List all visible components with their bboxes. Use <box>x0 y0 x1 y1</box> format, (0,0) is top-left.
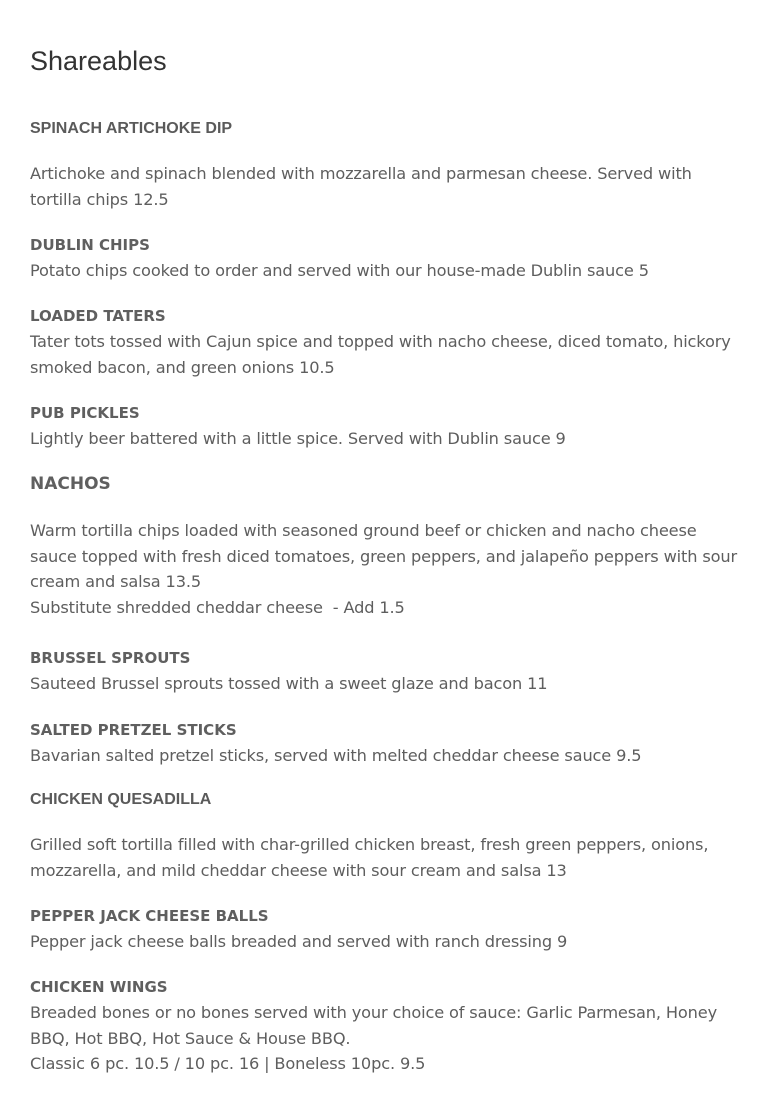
item-description: Pepper jack cheese balls breaded and served with ranch dressing 9 <box>30 932 568 951</box>
item-description: Bavarian salted pretzel sticks, served with melted cheddar cheese sauce 9.5 <box>30 746 642 765</box>
item-name: BRUSSEL SPROUTS <box>30 649 191 667</box>
item-description: Grilled soft tortilla filled with char-grilled chicken breast, fresh green peppers, onions, mozzarella, and mild cheddar cheese with sour cream and salsa 13 <box>30 835 709 880</box>
item-name: NACHOS <box>30 474 111 494</box>
item-name: DUBLIN CHIPS <box>30 236 150 254</box>
menu-item <box>30 648 746 697</box>
item-note: Substitute shredded cheddar cheese - Add 1.5 <box>30 597 405 617</box>
item-note: Classic 6 pc. 10.5 / 10 pc. 16 | Boneless 10pc. 9.5 <box>30 1054 426 1073</box>
menu-item <box>30 790 746 883</box>
menu-item <box>30 474 746 620</box>
menu-item <box>30 119 746 212</box>
menu-item <box>30 235 746 284</box>
item-description: Potato chips cooked to order and served with our house-made Dublin sauce 5 <box>30 261 649 280</box>
item-name: PEPPER JACK CHEESE BALLS <box>30 907 269 925</box>
item-name: PUB PICKLES <box>30 404 140 422</box>
menu-item <box>30 720 746 769</box>
item-description: Warm tortilla chips loaded with seasoned ground beef or chicken and nacho cheese sauce topped with fresh diced tomatoes, green peppers, and jalapeño peppers with sour cream and salsa 13.5 <box>30 521 737 591</box>
item-description: Tater tots tossed with Cajun spice and topped with nacho cheese, diced tomato, hickory smoked bacon, and green onions 10.5 <box>30 332 731 377</box>
menu-item <box>30 403 746 452</box>
item-description: Artichoke and spinach blended with mozzarella and parmesan cheese. Served with tortilla chips 12.5 <box>30 164 692 209</box>
item-description: Breaded bones or no bones served with your choice of sauce: Garlic Parmesan, Honey BBQ, Hot BBQ, Hot Sauce & House BBQ. <box>30 1003 718 1048</box>
item-name: SPINACH ARTICHOKE DIP <box>30 120 233 137</box>
item-name: CHICKEN QUESADILLA <box>30 791 212 808</box>
item-name: CHICKEN WINGS <box>30 978 168 996</box>
item-description: Lightly beer battered with a little spice. Served with Dublin sauce 9 <box>30 429 566 448</box>
section-title: Shareables <box>30 46 167 76</box>
item-name: LOADED TATERS <box>30 307 166 325</box>
menu-item <box>30 306 746 380</box>
menu-item <box>30 977 746 1077</box>
menu-item <box>30 906 746 955</box>
item-description: Sauteed Brussel sprouts tossed with a sweet glaze and bacon 11 <box>30 674 548 693</box>
item-name: SALTED PRETZEL STICKS <box>30 721 237 739</box>
